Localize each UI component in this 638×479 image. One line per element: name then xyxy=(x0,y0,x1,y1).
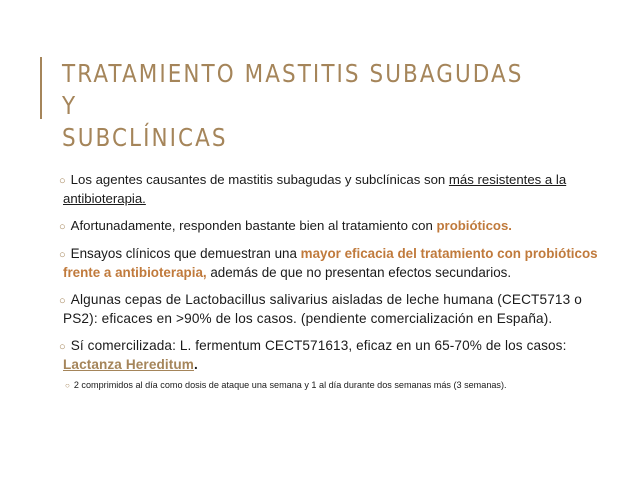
circle-bullet-icon: ○ xyxy=(59,295,66,307)
bullet-item: ○ Algunas cepas de Lactobacillus salivarius aisladas de leche humana (CECT5713 o PS2): eficaces en >90% de los casos. (pendiente comercialización en España). xyxy=(59,292,582,326)
highlight-text: mayor eficacia del tratamiento con probióticos frente a antibioterapia, xyxy=(63,246,598,280)
bullet-item: ○ Afortunadamente, responden bastante bien al tratamiento con probióticos. xyxy=(56,217,616,236)
bullet-list xyxy=(56,171,616,392)
circle-bullet-icon: ○ xyxy=(59,175,66,187)
circle-bullet-icon: ○ xyxy=(59,221,66,233)
circle-bullet-icon: ○ xyxy=(59,249,66,261)
bullet-item: ○ Ensayos clínicos que demuestran una mayor eficacia del tratamiento con probióticos frente a antibioterapia, además de que no presentan efectos secundarios. xyxy=(59,246,598,280)
bullet-item: ○ Los agentes causantes de mastitis subagudas y subclínicas son más resistentes a la antibioterapia. xyxy=(59,172,567,206)
sub-bullet-item: ○ 2 comprimidos al día como dosis de ataque una semana y 1 al día durante dos semanas más (3 semanas). xyxy=(65,380,507,390)
bullet-item: ○ Sí comercilizada: L. fermentum CECT571613, eficaz en un 65-70% de los casos: Lactanza Hereditum. xyxy=(59,338,567,372)
circle-bullet-icon: ○ xyxy=(59,341,66,353)
lactanza-hereditum-link[interactable]: Lactanza Hereditum xyxy=(63,357,194,372)
slide-title xyxy=(62,58,544,154)
underlined-text: más resistentes a la antibioterapia. xyxy=(63,172,567,206)
highlight-text: probióticos. xyxy=(436,218,512,233)
circle-bullet-icon: ○ xyxy=(65,381,70,390)
title-line-2: SUBCLÍNICAS xyxy=(62,123,228,152)
title-line-1: TRATAMIENTO MASTITIS SUBAGUDAS Y xyxy=(62,59,524,120)
title-accent-bar xyxy=(40,57,42,119)
